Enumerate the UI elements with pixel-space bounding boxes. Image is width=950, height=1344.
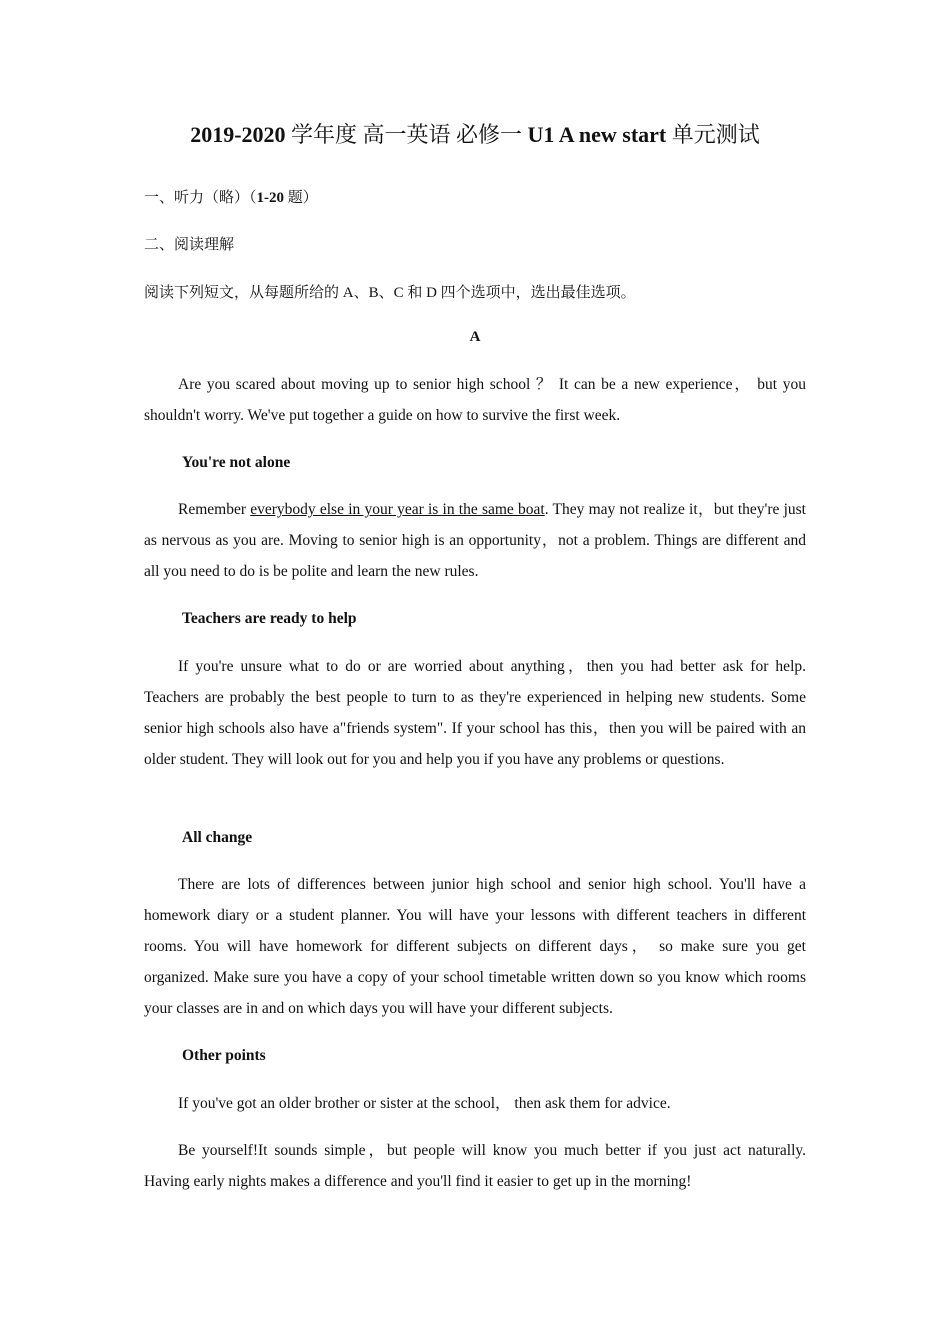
paragraph-teachers: If you're unsure what to do or are worried about anything，then you had better ask for help. Teachers are probably the best people to turn to as they're experienced in helping new students. Some senior high schools also have a"friends system". If your school has this，then you will be paired with an older student. They will look out for you and help you if you have any problems or questions.: [144, 658, 806, 768]
p2-end: . They may not realize it，but they're just as nervous as you are. Moving to senior high is an opportunity，not a problem. Things are different and all you need to do is be polite and learn the new rules.: [144, 501, 806, 580]
page-title: [0, 118, 950, 152]
heading-other-points: Other points: [182, 1047, 266, 1064]
title-year: 2019-2020: [190, 122, 286, 147]
paragraph-intro: Are you scared about moving up to senior high school ？ It can be a new experience， but you shouldn't worry. We've put together a guide on how to survive the first week.: [144, 376, 806, 424]
paragraph-not-alone: [144, 494, 806, 587]
title-cn-1: 学年度 高一英语 必修一: [285, 122, 528, 147]
heading-not-alone: You're not alone: [182, 454, 291, 471]
title-cn-2: 单元测试: [666, 122, 760, 147]
p2-start: Remember: [178, 501, 251, 518]
section-reading: 二、阅读理解: [144, 237, 235, 253]
instruction: 阅读下列短文，从每题所给的 A、B、C 和 D 四个选项中，选出最佳选项。: [144, 285, 636, 301]
underlined-phrase: everybody else in your year is in the same boat: [250, 501, 545, 518]
section-listening-prefix: 一、听力（略）（: [144, 190, 257, 206]
title-unit: U1 A new start: [527, 122, 667, 147]
heading-teachers: Teachers are ready to help: [182, 610, 357, 627]
paragraph-be-yourself: Be yourself!It sounds simple，but people will know you much better if you just act naturally. Having early nights makes a difference and you'll find it easier to get up in the morning!: [144, 1142, 806, 1190]
section-listening: [144, 186, 318, 207]
passage-label: A: [469, 329, 481, 345]
paragraph-all-change: There are lots of differences between junior high school and senior high school. You'll have a homework diary or a student planner. You will have your lessons with different teachers in different rooms. You will have homework for different subjects on different days， so make sure you get organized. Make sure you have a copy of your school timetable written down so you know which rooms your classes are in and on which days you will have your different subjects.: [144, 876, 806, 1017]
paragraph-older-sibling: If you've got an older brother or sister at the school， then ask them for advice.: [178, 1095, 671, 1112]
section-listening-suffix: 题）: [284, 190, 318, 206]
section-listening-range: 1-20: [256, 190, 285, 206]
heading-all-change: All change: [182, 829, 253, 846]
